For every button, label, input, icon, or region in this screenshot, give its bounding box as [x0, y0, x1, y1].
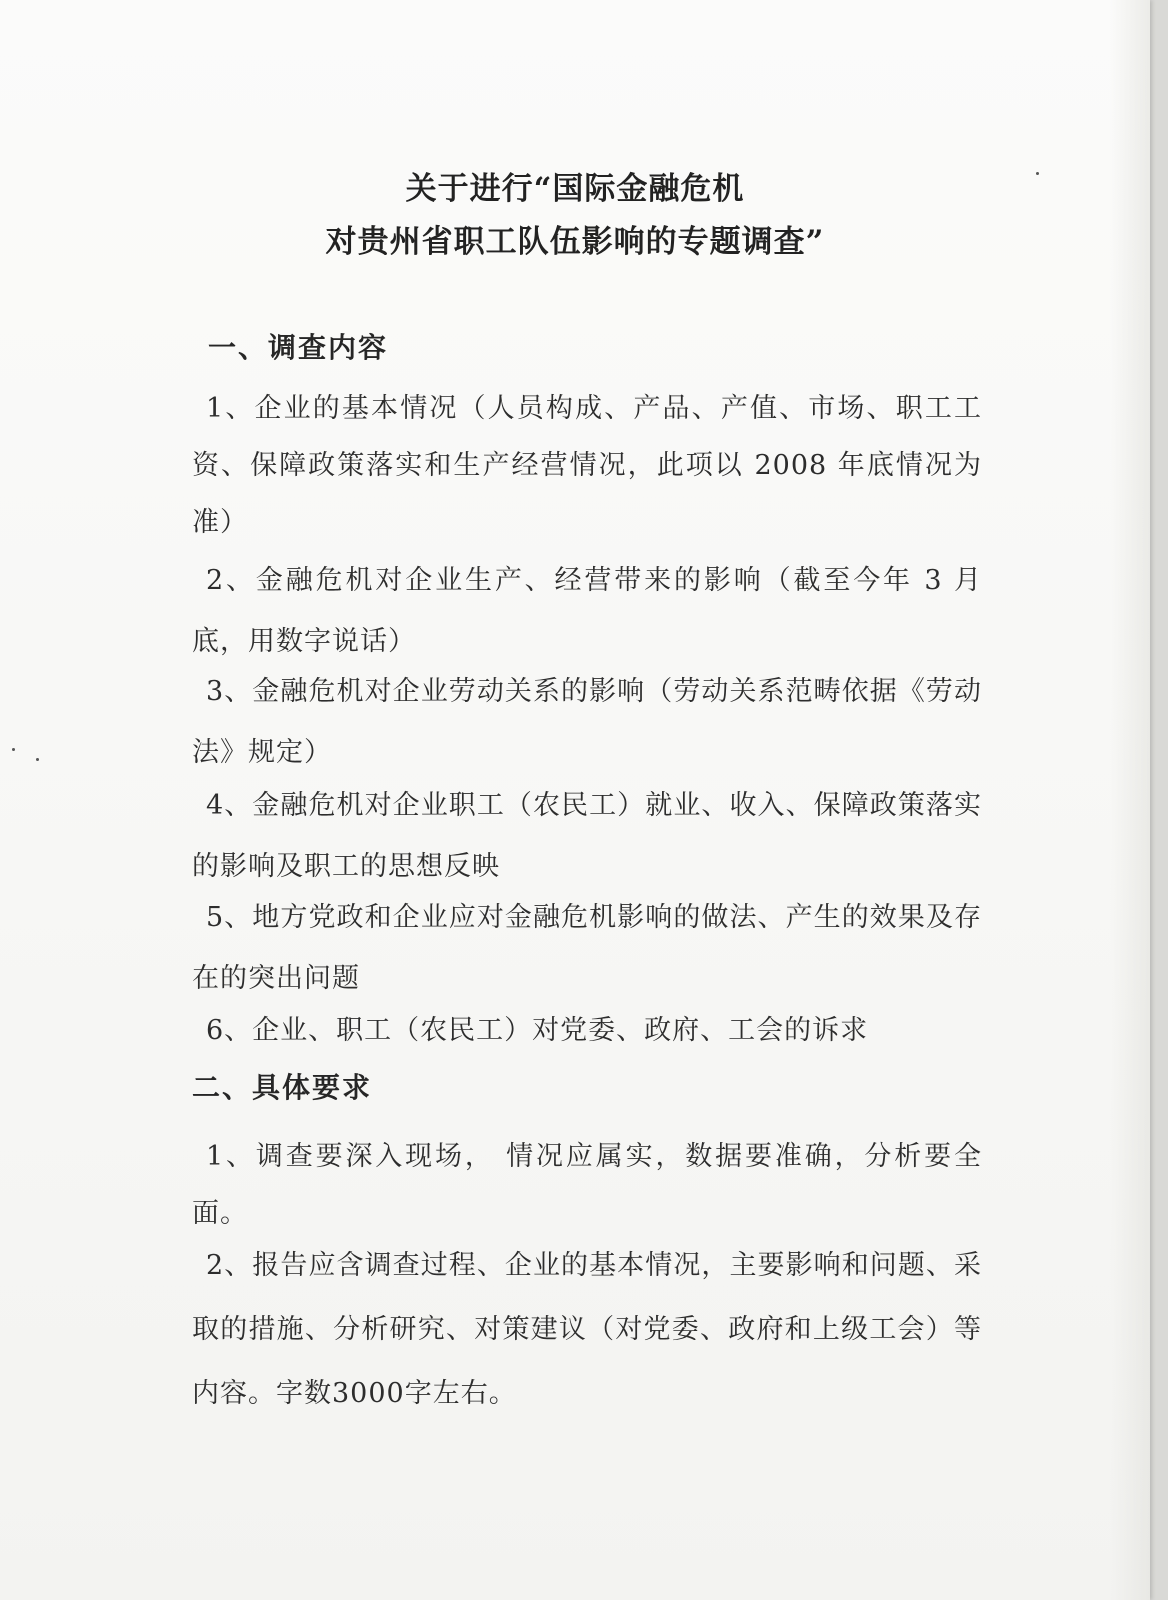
- survey-item-6: 6、企业、职工（农民工）对党委、政府、工会的诉求: [206, 1015, 869, 1046]
- survey-item-1: 1、企业的基本情况（人员构成、产品、产值、市场、职工工资、保障政策落实和生产经营情况，此项以 2008 年底情况为准）: [192, 393, 982, 538]
- survey-item-2: 2、金融危机对企业生产、经营带来的影响（截至今年 3 月底，用数字说话）: [192, 565, 982, 657]
- requirement-item-2: 2、报告应含调查过程、企业的基本情况，主要影响和问题、采取的措施、分析研究、对策建议（对党委、政府和上级工会）等内容。字数3000字左右。: [192, 1250, 982, 1409]
- scan-speck: [36, 758, 39, 761]
- survey-item-3: 3、金融危机对企业劳动关系的影响（劳动关系范畴依据《劳动法》规定）: [192, 676, 982, 768]
- section-heading-requirements: 二、具体要求: [192, 1071, 373, 1104]
- survey-item-5: 5、地方党政和企业应对金融危机影响的做法、产生的效果及存在的突出问题: [192, 902, 982, 994]
- document-title-line-1: 关于进行“国际金融危机: [405, 171, 745, 207]
- scan-speck: [1036, 172, 1039, 175]
- scan-speck: [12, 748, 15, 751]
- requirement-item-1: 1、调查要深入现场， 情况应属实，数据要准确，分析要全面。: [192, 1141, 982, 1229]
- survey-item-4: 4、金融危机对企业职工（农民工）就业、收入、保障政策落实的影响及职工的思想反映: [192, 790, 982, 882]
- document-title-line-2: 对贵州省职工队伍影响的专题调查”: [325, 224, 825, 260]
- section-heading-survey-content: 一、调查内容: [208, 331, 389, 364]
